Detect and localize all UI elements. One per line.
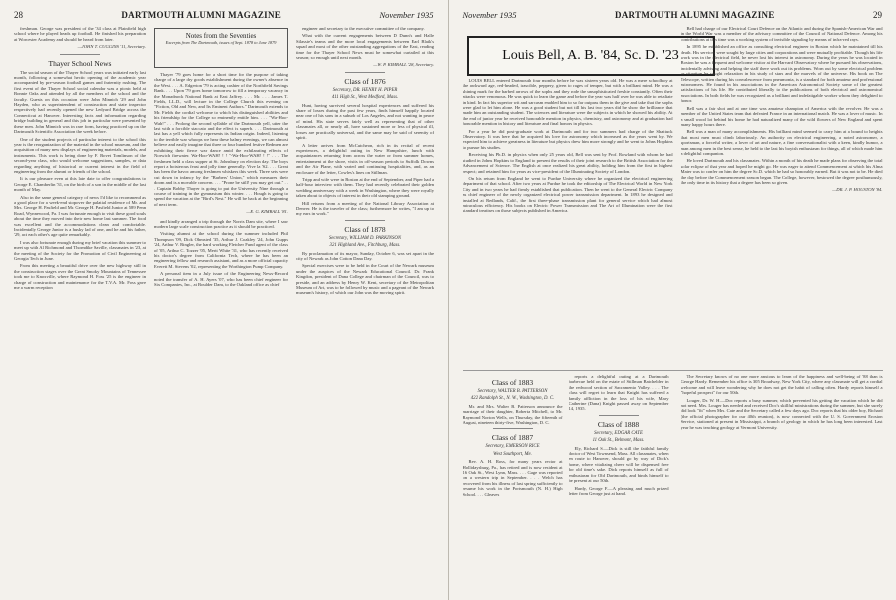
issue-date: November 1935 <box>379 10 434 20</box>
divider <box>493 428 533 429</box>
paragraph: By proclamation of its mayor, Sunday, October 6, was set apart in the city of Newark as John Cotton Dana Day. <box>296 250 434 261</box>
paragraph: Bell had charge of our Electrical Court Defence on the Atlantic and during the Spanish-American War and in the World War was a member of the advisory committee of the Council of National Defence. Among his contributions at this time was a working system of invisible signaling by means of infra-red rays. <box>680 26 883 42</box>
paragraph: Hunt, having survived several hospital experiences and suffered his share of losses during the past few years, finds himself happily located near one of his sons in a suburb of Los Angeles, and not wanting in peace of mind. His state serves fairly well as representing that of other classmates all, or nearly all, have sustained more or less of physical ill, losses are practically universal, and the same may be said of serenity of spirit. <box>296 102 434 141</box>
class-secretary: Secretary, EDGAR CATE <box>594 430 643 436</box>
left-column-3 <box>296 26 434 596</box>
paragraph: reports a delightful outing at a Dartmouth barbecue held on the estate of Stillman Batchelder in the redwood section of Sacramento Valley. . . . The class will regret to learn that Knight has suffered a family affliction in the loss of his wife, Mary Catherine (Dana) Knight passed away on September 14, 1935. <box>568 374 669 412</box>
page-header <box>463 8 883 22</box>
class-address: West Southport, Me. <box>493 451 532 457</box>
paragraph: It is our pleasure even at this late date to offer congratulations to George E. Chamberlin '31, on the birth of a son in the middle of the last month of May. <box>14 176 146 193</box>
class-heading: Class of 1888 <box>597 419 640 429</box>
paragraph: Louger, Dr. W. H.—Doc reports a busy summer, which prevented his getting the vacation which he did not need. Mrs. Louger has needed and received Doc's skillful ministrations during the summer, but she surely did look "fit" when Mrs. Cate and the Secretary called a few days ago. Doc reports that his older boy, Richard (the official photographer for our 40th reunion), is now connected with the U. S. Government Erosion Service, stationed at present in Mississippi, a branch of geology in which he has long been interested. Last year he was teaching geology at Vermont University. <box>680 397 883 430</box>
class-address: 422 Randolph St., N. W., Washington, D. C. <box>470 396 555 402</box>
right-bottom-column-3 <box>681 374 883 596</box>
paragraph: engineer and secretary to the executive committee of the company. <box>302 26 425 31</box>
divider <box>345 72 385 73</box>
magazine-title: DARTMOUTH ALUMNI MAGAZINE <box>614 10 775 20</box>
signature: —E. G. KIMBALL '81. <box>246 209 288 215</box>
paragraph: One of the student projects of particular interest to the school this year is the reorganization of the material in the school museum, and the acquisition of many new displays of engineering materials, models, and instruments. This work is being done by F. Bovet Tomlinson of the second-year class, who would welcome suggestions, samples, or data regarding anything of historical or current interest in the field of engineering from the alumni or friends of the school. <box>14 136 146 174</box>
paragraph: Tripp and wife were in Boston at the end of September, and Piper had a half-hour interview with them. They had recently celebrated their golden wedding anniversary with a week in Washington, where they were royally taken about to objects of interest in their old stamping ground. <box>296 176 434 199</box>
class-secretary: Secretary, DR. HENRY H. PIPER <box>332 87 398 93</box>
class-secretary: Secretary, EMERSON RICE <box>485 444 540 450</box>
paragraph: I was also fortunate enough during my brief vacation this summer to meet up with Al Richmond and Thorndike Saville, classmates in '23, at the meeting of the Society for the Promotion of Civil Engineering at Georgia Tech in June. <box>14 239 146 262</box>
page-number: 29 <box>873 10 882 20</box>
paragraph: Hill returns from a meeting of the National Library Association at Denver. He is the traveler of the class; furthermore he writes, "I am up to my ears in work." <box>296 200 434 217</box>
class-address: 411 High St., West Medford, Mass. <box>331 95 399 101</box>
class-heading: Class of 1887 <box>491 433 534 443</box>
page-number: 28 <box>14 10 23 20</box>
class-heading: Class of 1883 <box>491 378 534 387</box>
paragraph: He loved Dartmouth and his classmates. Within a month of his death he made plans for observing the total solar eclipse of that year and hoped he might go. He was eager to attend Commencement at which his Alma Mater was to confer on him the degree Sc.D. which he had so honorably earned. But it was not to be. He died the day before the Commencement season began. The College, however, bestowed the degree posthumously, the only time in its history that a degree has been so given. <box>680 158 883 185</box>
right-column-1 <box>463 78 673 366</box>
box-title: Notes from the Seventies <box>185 32 257 40</box>
paragraph: A personal item in a July issue of the Engineering News-Record noted the transfer of A. H. Ayers '07, who has been chief engineer for Six Companies, Inc., at Boulder Dam, to the Oakland office as chief <box>154 271 288 288</box>
page-header <box>14 8 434 22</box>
paragraph: Rev. A. H. Ross, for many years rector at Hollidaysburg, Pa., has retired and is now resident at 16 Oak St., West Lynn, Mass. . . . Gage was reported on a western trip in September. . . . Welch has recovered from his illness of last spring sufficiently to resume his work in the Portsmouth (N. H.) High School. . . . Gleaves <box>462 459 563 497</box>
class-heading: Class of 1876 <box>344 76 386 86</box>
right-bottom-column-2 <box>569 374 669 596</box>
paragraph: Receiving his Ph.D. in physics when only 25 years old, Bell was sent by Prof. Rowland with whom he had studied in Johns Hopkins to England to present the results of their joint research to the British Association for the Advancement of Science. The English at once realized his great ability, holding him from the first in highest respect; and retained him for years as vice-president of the Illuminating Society of London. <box>462 152 673 174</box>
paragraph: On his return from England he went to Purdue University where he organized the electrical engineering department of that school. After two years at Purdue he took the editorship of The Electrical World in New York City and in two years he had firmly established that publication. Then he went to the General Electric Company as chief engineer of the newly organized electrical power transmission department. In 1893 he designed and installed at Redlands, Calif., the first three-phase transmission plant for general service which had almost miraculous efficiency. His books on Electric Power Transmission and The Art of Illumination were the first standard treatises on those subjects published in America. <box>462 175 673 214</box>
signature: —JOHN T. CUGGINS '11, Secretary. <box>77 44 146 50</box>
paragraph: and kindly arranged a trip through the Norris Dam site, where I saw modern large scale construction practice as it should be practiced. <box>154 218 288 229</box>
paragraph: For a year he did post-graduate work at Dartmouth and for two summers had charge of the Shattuck Observatory. It was here that he acquired his love for astronomy which increased as the years went by. We expected him to achieve greatness in literature but physics drew him more strongly and he went to Johns Hopkins to pursue his studies. <box>462 128 673 150</box>
paragraph: Also in the same general category of news I'd like to recommend as a good place for a week-end stopover the palatial residence of Mr. and Mrs. George H. Pasfield and Mr. George H. Pasfield Junior at 589 Penn Road, Wynnewood, Pa. I was fortunate enough to visit these good souls about the time they moved into their new home last summer. The food was excellent and the accommodations clean and comfortable. Incidentally George Junior is a husky lad of one, and he and his father, '29, act each other's age quite remarkably. <box>14 194 146 238</box>
right-column-2 <box>681 26 883 366</box>
paragraph: In 1895 he established an office as consulting electrical engineer in Boston which he maintained till his death. His services were sought by large cities and corporations and were mutually profitable. Though his life work was in the electrical field, he never lost his interest in astronomy. During the years he was located in Boston he was a frequent and welcome visitor at the Harvard Observatory where he pursued his observations, incidentally advising and helping the staff there work out its problems. Worn out by some electrical problem or situation he sought relaxation in his study of stars and the marvels of the universe. His book on The Telescope, written during his convalescence from pneumonia, is a standard for both amateur and professional astronomers. He found in his associations in the American Astronomical Society some of the greatest satisfactions of his life. He contributed liberally to the publications of both electrical and astronomical associations. In both fields he was recognized as a brilliant and indefatigable worker whom they delighted to honor. <box>680 44 883 104</box>
divider <box>345 220 385 221</box>
notes-box <box>154 28 288 68</box>
paragraph: Bell was a fair shot and at one time was amateur champion of America with the revolver. He was a member of the United States team that defeated France in an international match. He was a lover of music. In a small wood lot behind his home he had naturalized many of the wild flowers of New England and spent many happy hours there. <box>680 105 883 127</box>
class-address: 321 Highland Ave., Fitchburg, Mass. <box>329 243 401 249</box>
section-heading: Thayer School News <box>48 58 112 68</box>
divider <box>599 415 639 416</box>
divider <box>60 54 100 55</box>
paragraph: Hardy, George F.—A pleasing and much prized letter from George just at hand. <box>568 485 669 496</box>
issue-date: November 1935 <box>462 10 517 20</box>
class-address: 11 Oak St., Belmont, Mass. <box>592 438 645 444</box>
signature: —W. P. KIMBALL '28, Secretary. <box>373 62 434 68</box>
right-bottom-column-1 <box>463 374 563 596</box>
divider <box>463 370 883 371</box>
paragraph: Bell was a man of many accomplishments. His brilliant mind seemed to carry him at a bound to heights that most men must climb laboriously. An authority on electrical engineering, a noted astronomer, a sportsman, a forceful writer, a lover of art and nature, a fine conversationalist with a keen, kindly humor, a man among men in the best sense, he held to the last his boyish enthusiasm for things, all of which made him a delightful companion. <box>680 129 883 156</box>
paragraph: The social season of the Thayer School years was initiated early last month, following a somewhat hectic opening of the academic year accompanied by pre-season football games and fraternity rushing. The first event of the Thayer School social calendar was a picnic held at Bonnie Oaks and attended by all the members of the school and the faculty. Guests on this occasion were John Minnich '29 and John Hayden, who as superintendent of construction and state inspector respectively had recently opened the new Ledyard Bridge across the Connecticut at Hanover. Interesting facts and information regarding bridge building in general and this job in particular were presented by these men. John Minnich was in rare form, having practiced up on the Dartmouth Scientific Association the week before. <box>14 69 146 135</box>
right-page <box>449 0 896 600</box>
paragraph: Mr. and Mrs. Walter B. Patterson announce the marriage of their daughter, Roberta Mitchell, to Mr. Raymond Norton Wells, on Thursday, the fifteenth of August, nineteen thirty-five, Washington, D. C. <box>462 403 563 426</box>
class-secretary: Secretary, WILLIAM D. PARKINSON <box>328 235 402 241</box>
paragraph: freshman. George was president of the '34 class at Plainfield high school where he played heads up football. He finished his preparation at Worcester Academy and should be heard from later. <box>14 26 146 42</box>
paragraph: LOUIS BELL entered Dartmouth four months before he was sixteen years old. He was a mere schoolboy at the awkward age, red-headed, irascible, peppery, given to rages of temper, but with a brilliant mind. He was a shining mark for the barbed arrows of the sophs and they rode the unsophisticated freshie constantly. Often their attacks were venomous. He was quick to learn the game and before the year was half over he was able to retaliate in kind. In fact his superior wit and sarcasm enabled him to so far outpass them in the give and take that the sophs were glad to let him alone. He was a good student but not till his last two years did he show the brilliance that made him an outstanding student. The sciences and literature were the subjects in which he showed his ability. At the end of junior year he received honorable mention in physics, chemistry, and astronomy and at graduation had honorable mention in history and literature and final honors in physics. <box>462 78 673 127</box>
paragraph: What with the current engagements between D Dunn's and Halle Silassie's teams and the more local engagements between Earl Blaik's squad and most of the other outstanding aggregations of the East, reading time for the Thayer School News must be somewhat curtailed at this season; so enough until next month. <box>296 33 434 61</box>
left-column-1 <box>14 26 146 596</box>
paragraph: Special exercises were to be held in the Court of the Newark museum under the auspices of the Newark Educational Council. Dr. Frank Kingdon, president of Dana College and chairman of the Council, was to preside, and an address by Henry W. Kent, secretary of the Metropolitan Museum of Art, was to be followed by music and a pageant of the Newark museum's history, of which our John was the moving spirit. <box>296 263 434 296</box>
paragraph: Thayer '79 goes home for a short time for the purpose of taking charge of a large dry goods establishment during the owner's absence in the West. . . . A. Edgerton '79 is acting cashier of the Northfield Savings Bank. . . . Upon '79 goes home tomorrow to fill a temporary vacancy in the Monadnock National Bank at East Jaffrey. . . . Mr. . . . James T. Fields, LL.D., will lecture in the College Church this evening on "Fiction, Old and New, and Its Eminent Authors." Dartmouth extends to Mr. Fields the cordial welcome to which his distinguished abilities and his friendship for the College so eminently entitle him. . . . "Wa-Hoo-Wah!" . . . Prolong the second syllable of the Dartmouth yell, utter the last with a forcible staccato and the effect is superb. . . . Dartmouth at last has a yell which fully represents its Indian origin. Indeed, listening to the terrible war whoops we hear these balmy evenings, we can almost believe and easily imagine that three or four hundred festive Redmen are exhibiting their fierce war dance amid the exhilarating effects of Norwich firewater. Wa-Hoo-WAH! ! ! "-Wa-Hoo-WAH! ! !" . . . The freshmen held a class supper at St. Johnsbury on election day. The boys report a boisterous feast and jolly time generally. Vive la 'S2. . . . Great has been the havoc among freshmen whiskers this week. Three sets were cut down in infancy by the "Barbers' Union," which measures their doom and is a movable concern. . . . "Prone be still! you may get out." . . . Captain Bobby Thayer is going to put the University Nine through a course of training in the gymnasium this winter. . . . Hough is going to spend the vacation at the "Bird's Nest." He will be back at the beginning of next term. <box>154 72 288 207</box>
paragraph: Ely, Richard S.—Dick is still the faithful family doctor of West Townsend, Mass. All classmates, when en route to Hanover, should go by way of Dick's home, where vitalizing cheer will be dispensed free for old time's sake. Dick reports himself as full of enthusiasm for Old Dartmouth, and binds himself to be present at our 50th. <box>568 445 669 484</box>
paragraph: A letter arrives from McCutcheon, rich in its recital of recent experiences, a delightful outing in New Hampshire, lunch with acquaintances returning from across the water or from summer homes, entertainment at the shore, visits in off-season periods to Suffolk Downs and the Air Plane, with varied and continuing hospitalities, and, as an enclosure of the letter, Cowles's lines on Stillman. <box>296 142 434 175</box>
signature: —DR. J. P. HOUSTON '84. <box>832 187 883 193</box>
box-subtitle: Excerpts from The Dartmouth, issues of Sept. 1878 to June 1879 <box>165 40 277 45</box>
paragraph: The Secretary knows of no one more anxious to learn of the happiness and well-being of '88 than is George Hardy. Remember his office is 305 Broadway, New York City, where any classmate will get a cordial welcome and will leave wondering why he does not get the habit of calling often. Hardy reports himself a "hopeful prospect" for our 50th. <box>680 374 883 396</box>
class-heading: Class of 1878 <box>344 224 386 234</box>
magazine-title: DARTMOUTH ALUMNI MAGAZINE <box>121 10 282 20</box>
paragraph: From this meeting a beautiful drive over the new highway still in the construction stages over the Great Smoky Mountains of Tennessee took me to Knoxville, where Raymond H. Foss '25 is the engineer in charge of construction and maintenance for the T.V.A. Mr. Foss gave me a warm reception <box>14 263 146 291</box>
left-column-2 <box>154 72 288 596</box>
class-secretary: Secretary, WALTER B. PATTERSON <box>477 389 548 394</box>
article-title: Louis Bell, A. B. '84, Sc. D. '23 <box>467 36 715 76</box>
paragraph: Visiting alumni at the school during the summer included Phil Thompson '09, Dick Ohmsted '35, Arthur J. Coakley '24, John Gupps '24, Arthur V. Ringler, the hard working Fletcher Fund agent of the class of '05, Arthur C. Tozzer '05, Merit White '31, who has recently received his doctor's degree from California Tech, where he has been an engineering fellow and research assistant, and as a more official capacity Everett M. Stevens '02, representing the Worthington Pump Company. <box>154 231 288 269</box>
